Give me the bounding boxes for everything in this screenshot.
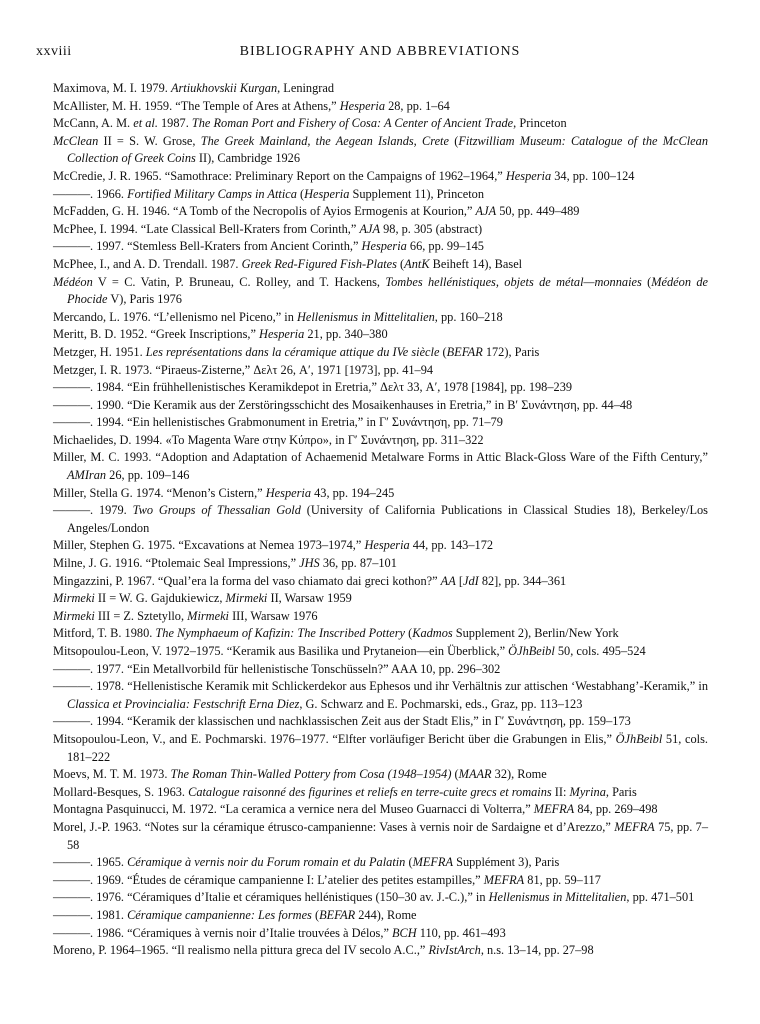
entry-text: II = W. G. Gajdukiewicz, (94, 591, 226, 606)
entry-text: II, Warsaw 1959 (267, 591, 352, 606)
entry-text: ———. 1984. “Ein frühhellenistisches Keramikdepot in Eretria,” Δελτ 33, A′, 1978 [1984], pp. 198–239 (53, 380, 573, 395)
entry-text: II: (551, 784, 570, 799)
entry-text: II = S. W. Grose, (98, 133, 201, 148)
entry-text: McFadden, G. H. 1946. “A Tomb of the Necropolis of Ayios Ermogenis at Kourion,” (53, 204, 476, 219)
bibliography-entry (53, 678, 708, 713)
entry-text: Metzger, H. 1951. (53, 344, 146, 359)
bibliography-entry (53, 573, 708, 591)
entry-italic-text: Greek Red-Figured Fish-Plates (241, 256, 397, 271)
entry-italic-text: Hesperia (505, 168, 552, 183)
entry-italic-text: Médéon (53, 274, 93, 289)
entry-text: Mitsopoulou-Leon, V., and E. Pochmarski. 1976–1977. “Elfter vorläufiger Bericht über die Grabungen in Elis,” (53, 731, 616, 746)
entry-italic-text: Mirmeki (53, 608, 95, 623)
entry-italic-text: Mirmeki (53, 591, 95, 606)
entry-italic-text: AJA (475, 204, 497, 219)
entry-text: Miller, Stephen G. 1975. “Excavations at Nemea 1973–1974,” (53, 538, 365, 553)
entry-italic-text: BCH (392, 925, 417, 940)
entry-text: , pp. 160–218 (434, 309, 503, 324)
entry-text: ( (448, 133, 459, 148)
entry-text: Supplement 11), Princeton (349, 186, 484, 201)
entry-text: 66, pp. 99–145 (406, 239, 484, 254)
bibliography-entry (53, 379, 708, 397)
bibliography-entry (53, 344, 708, 362)
bibliography-entry (53, 889, 708, 907)
entry-text: ———. 1976. “Céramiques d’Italie et céramiques hellénistiques (150–30 av. J.-C.),” in (53, 890, 489, 905)
entry-text: , Princeton (513, 116, 567, 131)
entry-text: V = C. Vatin, P. Bruneau, C. Rolley, and T. Hackens, (92, 274, 386, 289)
entry-italic-text: The Greek Mainland, the Aegean Islands, Crete (200, 133, 449, 148)
bibliography-entry (53, 502, 708, 537)
bibliography-entry (53, 625, 708, 643)
entry-text: ( (405, 626, 413, 641)
entry-italic-text: AA (440, 573, 456, 588)
entry-text: , G. Schwarz and E. Pochmarski, eds., Graz, pp. 113–123 (299, 696, 583, 711)
bibliography-entry (53, 238, 708, 256)
entry-italic-text: BEFAR (446, 344, 483, 359)
entry-italic-text: Hesperia (339, 98, 385, 113)
entry-text: ———. 1994. “Keramik der klassischen und nachklassischen Zeit aus der Stadt Elis,” in Γ′ Συνάντηση, pp. 159–173 (53, 714, 631, 729)
bibliography-entry (53, 133, 708, 168)
bibliography-entry (53, 362, 708, 380)
entry-italic-text: Fitzwilliam Museum: Catalogue of the McClean Collection of Greek Coins (67, 133, 708, 166)
entry-text: ———. 1986. “Céramiques à vernis noir d’Italie trouvées à Délos,” (53, 925, 393, 940)
bibliography-entry (53, 537, 708, 555)
entry-text: 34, pp. 100–124 (551, 168, 635, 183)
bibliography-entry (53, 449, 708, 484)
entry-text: 75, pp. 7–58 (67, 819, 709, 852)
entry-text: Michaelides, D. 1994. «Το Magenta Ware στην Κύπρο», in Γ′ Συνάντηση, pp. 311–322 (53, 432, 484, 447)
bibliography-entry (53, 221, 708, 239)
entry-text: II), Cambridge 1926 (195, 151, 301, 166)
bibliography-entry (53, 186, 708, 204)
entry-text: Mitford, T. B. 1980. (53, 626, 156, 641)
entry-text: , pp. 471–501 (626, 890, 695, 905)
page-number: xxviii (36, 44, 72, 59)
bibliography-entry (53, 661, 708, 679)
entry-text: ( (451, 767, 459, 782)
entry-italic-text: JdI (462, 573, 479, 588)
entry-text: ( (641, 274, 652, 289)
entry-text: 172), Paris (482, 344, 540, 359)
bibliography-entry (53, 397, 708, 415)
entry-text: Supplement 2), Berlin/New York (452, 626, 619, 641)
entry-text: Mollard-Besques, S. 1963. (53, 784, 189, 799)
bibliography-entry (53, 326, 708, 344)
entry-text: 110, pp. 461–493 (416, 925, 506, 940)
entry-text: ( (296, 186, 305, 201)
entry-text: Maximova, M. I. 1979. (53, 81, 171, 95)
entry-italic-text: Tombes hellénistiques, objets de métal—monnaies (385, 274, 642, 289)
running-head: BIBLIOGRAPHY AND ABBREVIATIONS (239, 44, 521, 59)
entry-italic-text: Hesperia (304, 186, 350, 201)
bibliography-entry (53, 731, 708, 766)
entry-text: [ (455, 573, 463, 588)
entry-text: 50, cols. 495–524 (554, 644, 646, 658)
entry-italic-text: BEFAR (319, 907, 356, 922)
entry-italic-text: RivIstArch (428, 943, 481, 958)
entry-text: 36, pp. 87–101 (319, 556, 397, 571)
entry-italic-text: Catalogue raisonné des figurines et reliefs en terre-cuite grecs et romains (188, 784, 552, 799)
entry-text: , Paris (605, 784, 637, 799)
entry-italic-text: The Roman Port and Fishery of Cosa: A Center of Ancient Trade (191, 116, 514, 131)
entry-text: ———. 1978. “Hellenistische Keramik mit Schlickerdekor aus Ephesos und ihr Verhältnis zur attischen ‘Westabhang’-Keramik,” in (53, 679, 708, 694)
entry-text: Morel, J.-P. 1963. “Notes sur la céramique étrusco-campanienne: Vases à vernis noir de Sardaigne et d’Arezzo,” (53, 819, 615, 834)
entry-text: Mingazzini, P. 1967. “Qual’era la forma del vaso chiamato dai greci kothon?” (53, 573, 441, 588)
bibliography-entry (53, 256, 708, 274)
bibliography-entry (53, 766, 708, 784)
entry-text: ———. 1979. (53, 503, 133, 518)
bibliography-entry (53, 80, 708, 98)
entry-text: McCann, A. M. (53, 116, 134, 131)
entry-italic-text: Mirmeki (187, 608, 229, 623)
entry-text: III, Warsaw 1976 (228, 608, 318, 623)
entry-text: ———. 1966. (53, 186, 128, 201)
entry-italic-text: Les représentations dans la céramique attique du IVe siècle (145, 344, 440, 359)
bibliography-entry (53, 98, 708, 116)
entry-text: ———. 1990. “Die Keramik aus der Zerstöringsschicht des Mosaikenhauses in Eretria,” in B′ Συνάντηση, pp. 44–48 (53, 397, 633, 412)
bibliography-entry (53, 643, 708, 661)
entry-italic-text: Hesperia (361, 239, 407, 254)
bibliography-entry (53, 414, 708, 432)
entry-text: Moevs, M. T. M. 1973. (53, 767, 171, 782)
entry-italic-text: Céramique à vernis noir du Forum romain et du Palatin (127, 855, 406, 870)
entry-italic-text: Artiukhovskii Kurgan (170, 81, 278, 95)
entry-italic-text: Fortified Military Camps in Attica (127, 186, 297, 201)
entry-text: ———. 1981. (53, 907, 128, 922)
bibliography-entry (53, 854, 708, 872)
entry-italic-text: JHS (299, 556, 320, 571)
entry-italic-text: MEFRA (533, 802, 575, 817)
entry-italic-text: MEFRA (412, 855, 454, 870)
entry-italic-text: AntK (404, 256, 430, 271)
entry-italic-text: The Nymphaeum of Kafizin: The Inscribed Pottery (155, 626, 406, 641)
entry-text: 82], pp. 344–361 (478, 573, 567, 588)
entry-text: Mitsopoulou-Leon, V. 1972–1975. “Keramik aus Basilika und Prytaneion—ein Überblick,” (53, 644, 509, 658)
entry-italic-text: Céramique campanienne: Les formes (127, 907, 312, 922)
bibliography-entry (53, 309, 708, 327)
entry-text: 43, pp. 194–245 (311, 485, 395, 500)
entry-text: 28, pp. 1–64 (385, 98, 450, 113)
entry-text: 26, pp. 109–146 (106, 468, 190, 483)
entry-text: Moreno, P. 1964–1965. “Il realismo nella pittura greca del IV secolo A.C.,” (53, 943, 429, 958)
entry-text: ( (396, 256, 405, 271)
entry-italic-text: Mirmeki (225, 591, 268, 606)
entry-italic-text: Classica et Provincialia: Festschrift Erna Diez (67, 696, 300, 711)
entry-italic-text: MEFRA (614, 819, 655, 834)
entry-text: 84, pp. 269–498 (574, 802, 658, 817)
entry-italic-text: ÖJhBeibl (615, 731, 663, 746)
entry-text: 244), Rome (355, 907, 417, 922)
bibliography-entry (53, 801, 708, 819)
entry-italic-text: Médéon de Phocide (67, 274, 708, 307)
entry-text: ( (439, 344, 447, 359)
entry-text: III = Z. Sztetyllo, (94, 608, 188, 623)
entry-italic-text: McClean (53, 133, 99, 148)
entry-text: Mercando, L. 1976. “L’ellenismo nel Piceno,” in (53, 309, 297, 324)
bibliography-entry (53, 872, 708, 890)
entry-text: Meritt, B. D. 1952. “Greek Inscriptions,” (53, 327, 260, 342)
entry-italic-text: MAAR (458, 767, 492, 782)
bibliography-entry (53, 485, 708, 503)
bibliography-entry (53, 819, 708, 854)
entry-italic-text: MEFRA (483, 872, 525, 887)
bibliography-entry (53, 907, 708, 925)
entry-text: Montagna Pasquinucci, M. 1972. “La ceramica a vernice nera del Museo Guarnacci di Volterra,” (53, 802, 534, 817)
entry-italic-text: ÖJhBeibl (508, 644, 555, 658)
entry-italic-text: Hellenismus in Mittelitalien (488, 890, 627, 905)
bibliography-entry (53, 432, 708, 450)
entry-text: Supplément 3), Paris (453, 855, 560, 870)
entry-text: 21, pp. 340–380 (304, 327, 388, 342)
entry-text: 98, p. 305 (abstract) (380, 221, 483, 236)
entry-text: ———. 1965. (53, 855, 128, 870)
bibliography-entry (53, 203, 708, 221)
bibliography-entry (53, 942, 708, 960)
entry-text: ———. 1997. “Stemless Bell-Kraters from Ancient Corinth,” (53, 239, 362, 254)
entry-text: Miller, M. C. 1993. “Adoption and Adaptation of Achaemenid Metalware Forms in Attic Black-Gloss Ware of the Fifth Century,” (53, 450, 708, 465)
entry-italic-text: Myrina (569, 784, 606, 799)
entry-italic-text: Hellenismus in Mittelitalien (296, 309, 435, 324)
bibliography-list (53, 80, 708, 960)
bibliography-entry (53, 925, 708, 943)
entry-text: Milne, J. G. 1916. “Ptolemaic Seal Impressions,” (53, 556, 300, 571)
entry-text: McPhee, I., and A. D. Trendall. 1987. (53, 256, 242, 271)
entry-italic-text: et al. (133, 116, 158, 131)
entry-text: 44, pp. 143–172 (409, 538, 494, 553)
entry-italic-text: Two Groups of Thessalian Gold (132, 503, 301, 518)
entry-italic-text: AMIran (67, 468, 107, 483)
entry-text: McCredie, J. R. 1965. “Samothrace: Preliminary Report on the Campaigns of 1962–1964,” (53, 168, 506, 183)
entry-italic-text: The Roman Thin-Walled Pottery from Cosa (1948–1954) (170, 767, 452, 782)
entry-italic-text: Kadmos (412, 626, 453, 641)
entry-text: Miller, Stella G. 1974. “Menon’s Cistern,” (53, 485, 266, 500)
bibliography-entry (53, 590, 708, 608)
entry-text: ( (405, 855, 413, 870)
entry-text: , n.s. 13–14, pp. 27–98 (480, 943, 594, 958)
entry-text: ———. 1969. “Études de céramique campanienne I: L’atelier des petites estampilles,” (53, 872, 484, 887)
bibliography-entry (53, 608, 708, 626)
entry-text: , Leningrad (277, 81, 335, 95)
entry-text: ———. 1994. “Ein hellenistisches Grabmonument in Eretria,” in Γ′ Συνάντηση, pp. 71–79 (53, 415, 503, 430)
entry-text: ———. 1977. “Ein Metallvorbild für hellenistische Tonschüsseln?” AAA 10, pp. 296–302 (53, 661, 501, 676)
entry-text: 81, pp. 59–117 (524, 872, 601, 887)
entry-text: (University of California Publications in Classical Studies 18), Berkeley/Los Angeles/London (67, 503, 708, 535)
bibliography-entry (53, 115, 708, 133)
entry-text: McPhee, I. 1994. “Late Classical Bell-Kraters from Corinth,” (53, 221, 360, 236)
entry-italic-text: AJA (359, 221, 381, 236)
entry-text: 50, pp. 449–489 (496, 204, 580, 219)
entry-text: V), Paris 1976 (107, 292, 182, 307)
bibliography-entry (53, 713, 708, 731)
entry-text: Metzger, I. R. 1973. “Piraeus-Zisterne,” Δελτ 26, A′, 1971 [1973], pp. 41–94 (53, 362, 434, 377)
entry-text: ( (311, 907, 320, 922)
bibliography-entry (53, 555, 708, 573)
entry-text: Beiheft 14), Basel (429, 256, 523, 271)
entry-italic-text: Hesperia (364, 538, 410, 553)
entry-text: 32), Rome (491, 767, 547, 782)
bibliography-entry (53, 168, 708, 186)
entry-text: 51, cols. 181–222 (67, 731, 708, 764)
entry-text: McAllister, M. H. 1959. “The Temple of Ares at Athens,” (53, 98, 340, 113)
bibliography-entry (53, 784, 708, 802)
entry-italic-text: Hesperia (259, 327, 305, 342)
entry-italic-text: Hesperia (265, 485, 312, 500)
bibliography-entry (53, 274, 708, 309)
entry-text: 1987. (157, 116, 192, 131)
